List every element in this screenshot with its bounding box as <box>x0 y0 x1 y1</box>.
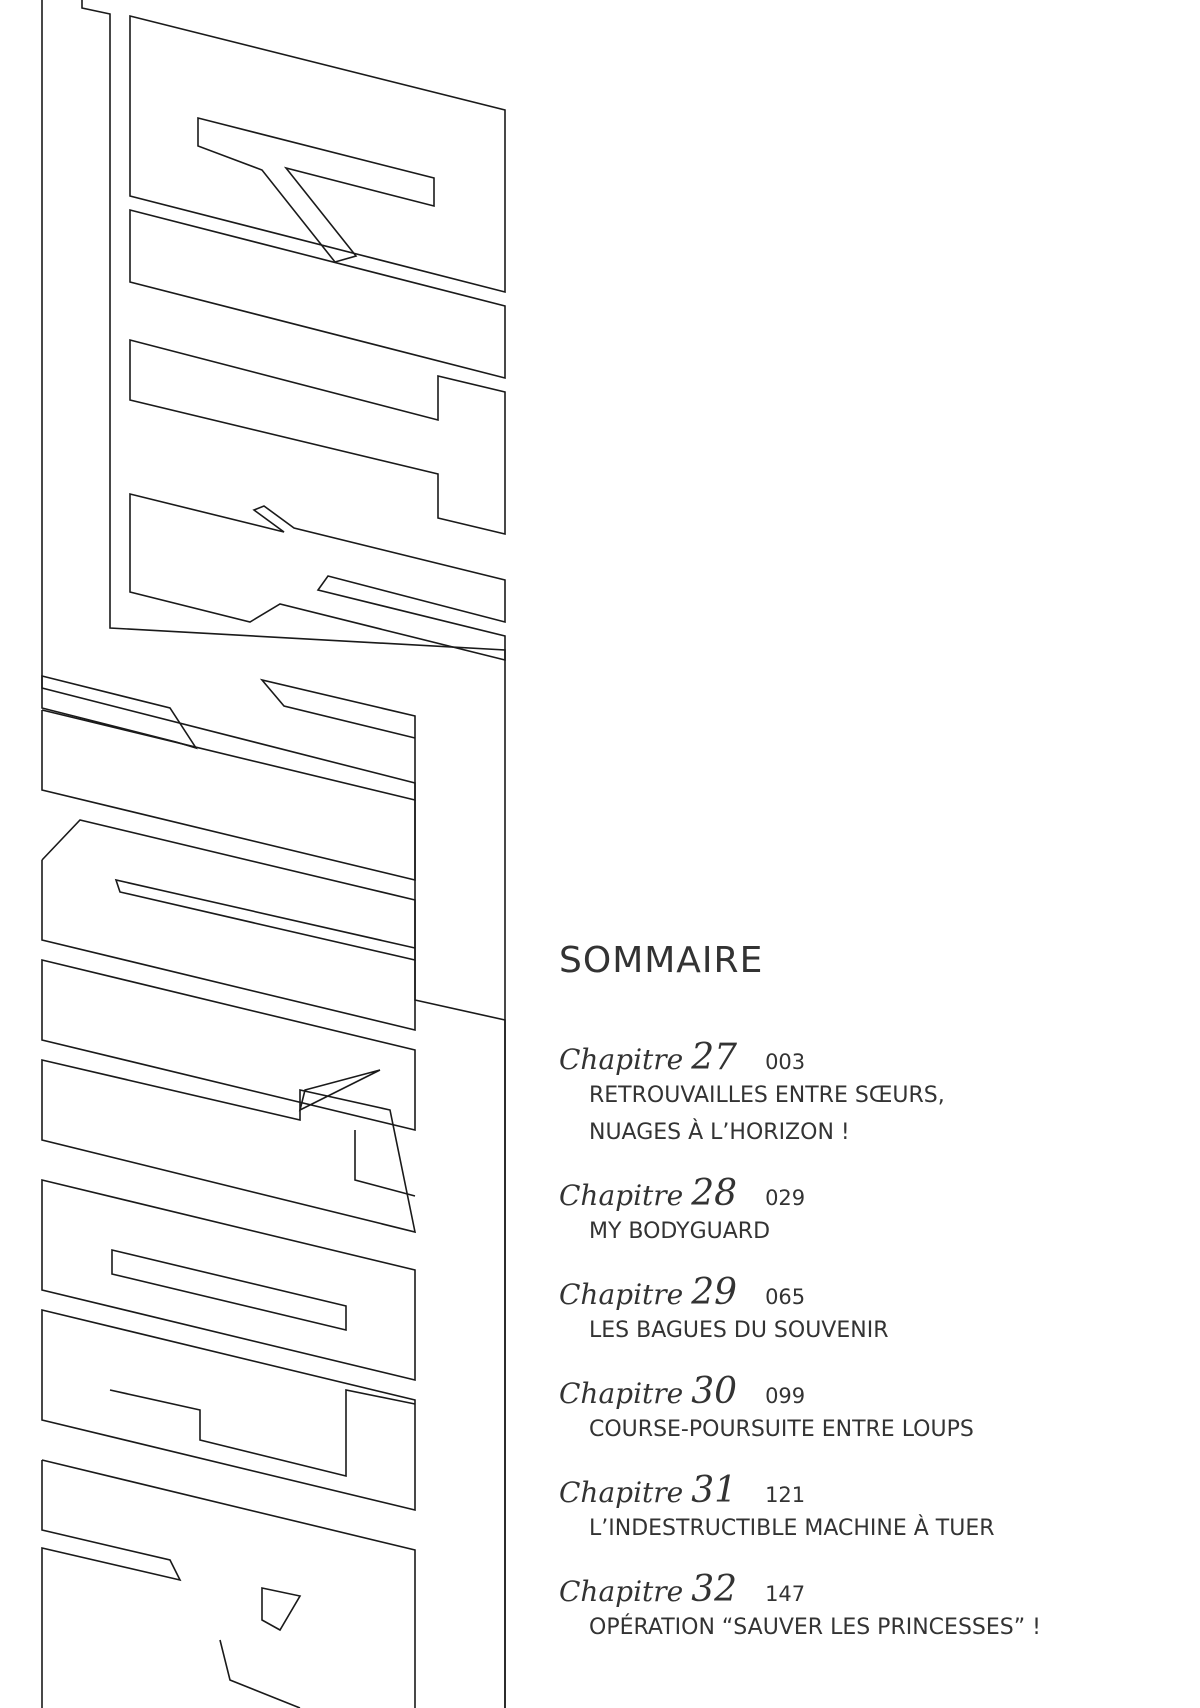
chapter-number: 29 <box>691 1272 738 1313</box>
chapter-entry <box>559 1173 1159 1250</box>
chapter-list <box>559 1037 1159 1646</box>
logo-frame-top <box>82 0 505 1708</box>
logo-letter-i <box>130 210 505 378</box>
chapter-page-number: 147 <box>765 1582 806 1606</box>
logo-letter-t <box>130 340 505 534</box>
chapter-number: 32 <box>691 1569 738 1610</box>
logo-letter-u <box>42 820 415 960</box>
chapter-page-number: 029 <box>765 1186 806 1210</box>
chapter-heading <box>559 1470 1159 1510</box>
chapter-title-line: LES BAGUES DU SOUVENIR <box>589 1318 889 1343</box>
chapter-entry <box>559 1470 1159 1547</box>
chapter-label: Chapitre <box>559 1043 684 1076</box>
chapter-label: Chapitre <box>559 1575 684 1608</box>
table-of-contents <box>559 940 1159 1668</box>
chapter-label: Chapitre <box>559 1179 684 1212</box>
chapter-label: Chapitre <box>559 1476 684 1509</box>
chapter-heading <box>559 1037 1159 1077</box>
chapter-number: 30 <box>691 1371 738 1412</box>
chapter-number: 31 <box>691 1470 738 1511</box>
chapter-entry <box>559 1371 1159 1448</box>
chapter-page-number: 121 <box>765 1483 806 1507</box>
chapter-heading <box>559 1272 1159 1312</box>
logo-frame-left <box>42 0 505 1708</box>
chapter-entry <box>559 1569 1159 1646</box>
city-hunter-logo <box>0 0 520 1708</box>
logo-letter-e2 <box>42 1310 415 1510</box>
chapter-page-number: 065 <box>765 1285 806 1309</box>
chapter-heading <box>559 1173 1159 1213</box>
chapter-heading <box>559 1569 1159 1609</box>
toc-title: SOMMAIRE <box>559 940 764 981</box>
logo-letter-h <box>42 676 196 748</box>
logo-letter-y <box>130 494 505 660</box>
chapter-title-line: RETROUVAILLES ENTRE SŒURS, <box>589 1083 945 1108</box>
chapter-heading <box>559 1371 1159 1411</box>
chapter-label: Chapitre <box>559 1278 684 1311</box>
chapter-number: 28 <box>691 1173 738 1214</box>
chapter-entry <box>559 1037 1159 1151</box>
chapter-number: 27 <box>691 1037 738 1078</box>
logo-letter-e <box>42 1180 415 1380</box>
chapter-title-line: COURSE-POURSUITE ENTRE LOUPS <box>589 1417 974 1442</box>
chapter-title-line: L’INDESTRUCTIBLE MACHINE À TUER <box>589 1516 995 1541</box>
chapter-title-line: NUAGES À L’HORIZON ! <box>589 1120 850 1145</box>
logo-letter-c <box>130 16 505 292</box>
chapter-label: Chapitre <box>559 1377 684 1410</box>
chapter-title-line: OPÉRATION “SAUVER LES PRINCESSES” ! <box>589 1615 1041 1640</box>
chapter-page-number: 003 <box>765 1050 806 1074</box>
chapter-entry <box>559 1272 1159 1349</box>
chapter-title-line: MY BODYGUARD <box>589 1219 771 1244</box>
chapter-page-number: 099 <box>765 1384 806 1408</box>
